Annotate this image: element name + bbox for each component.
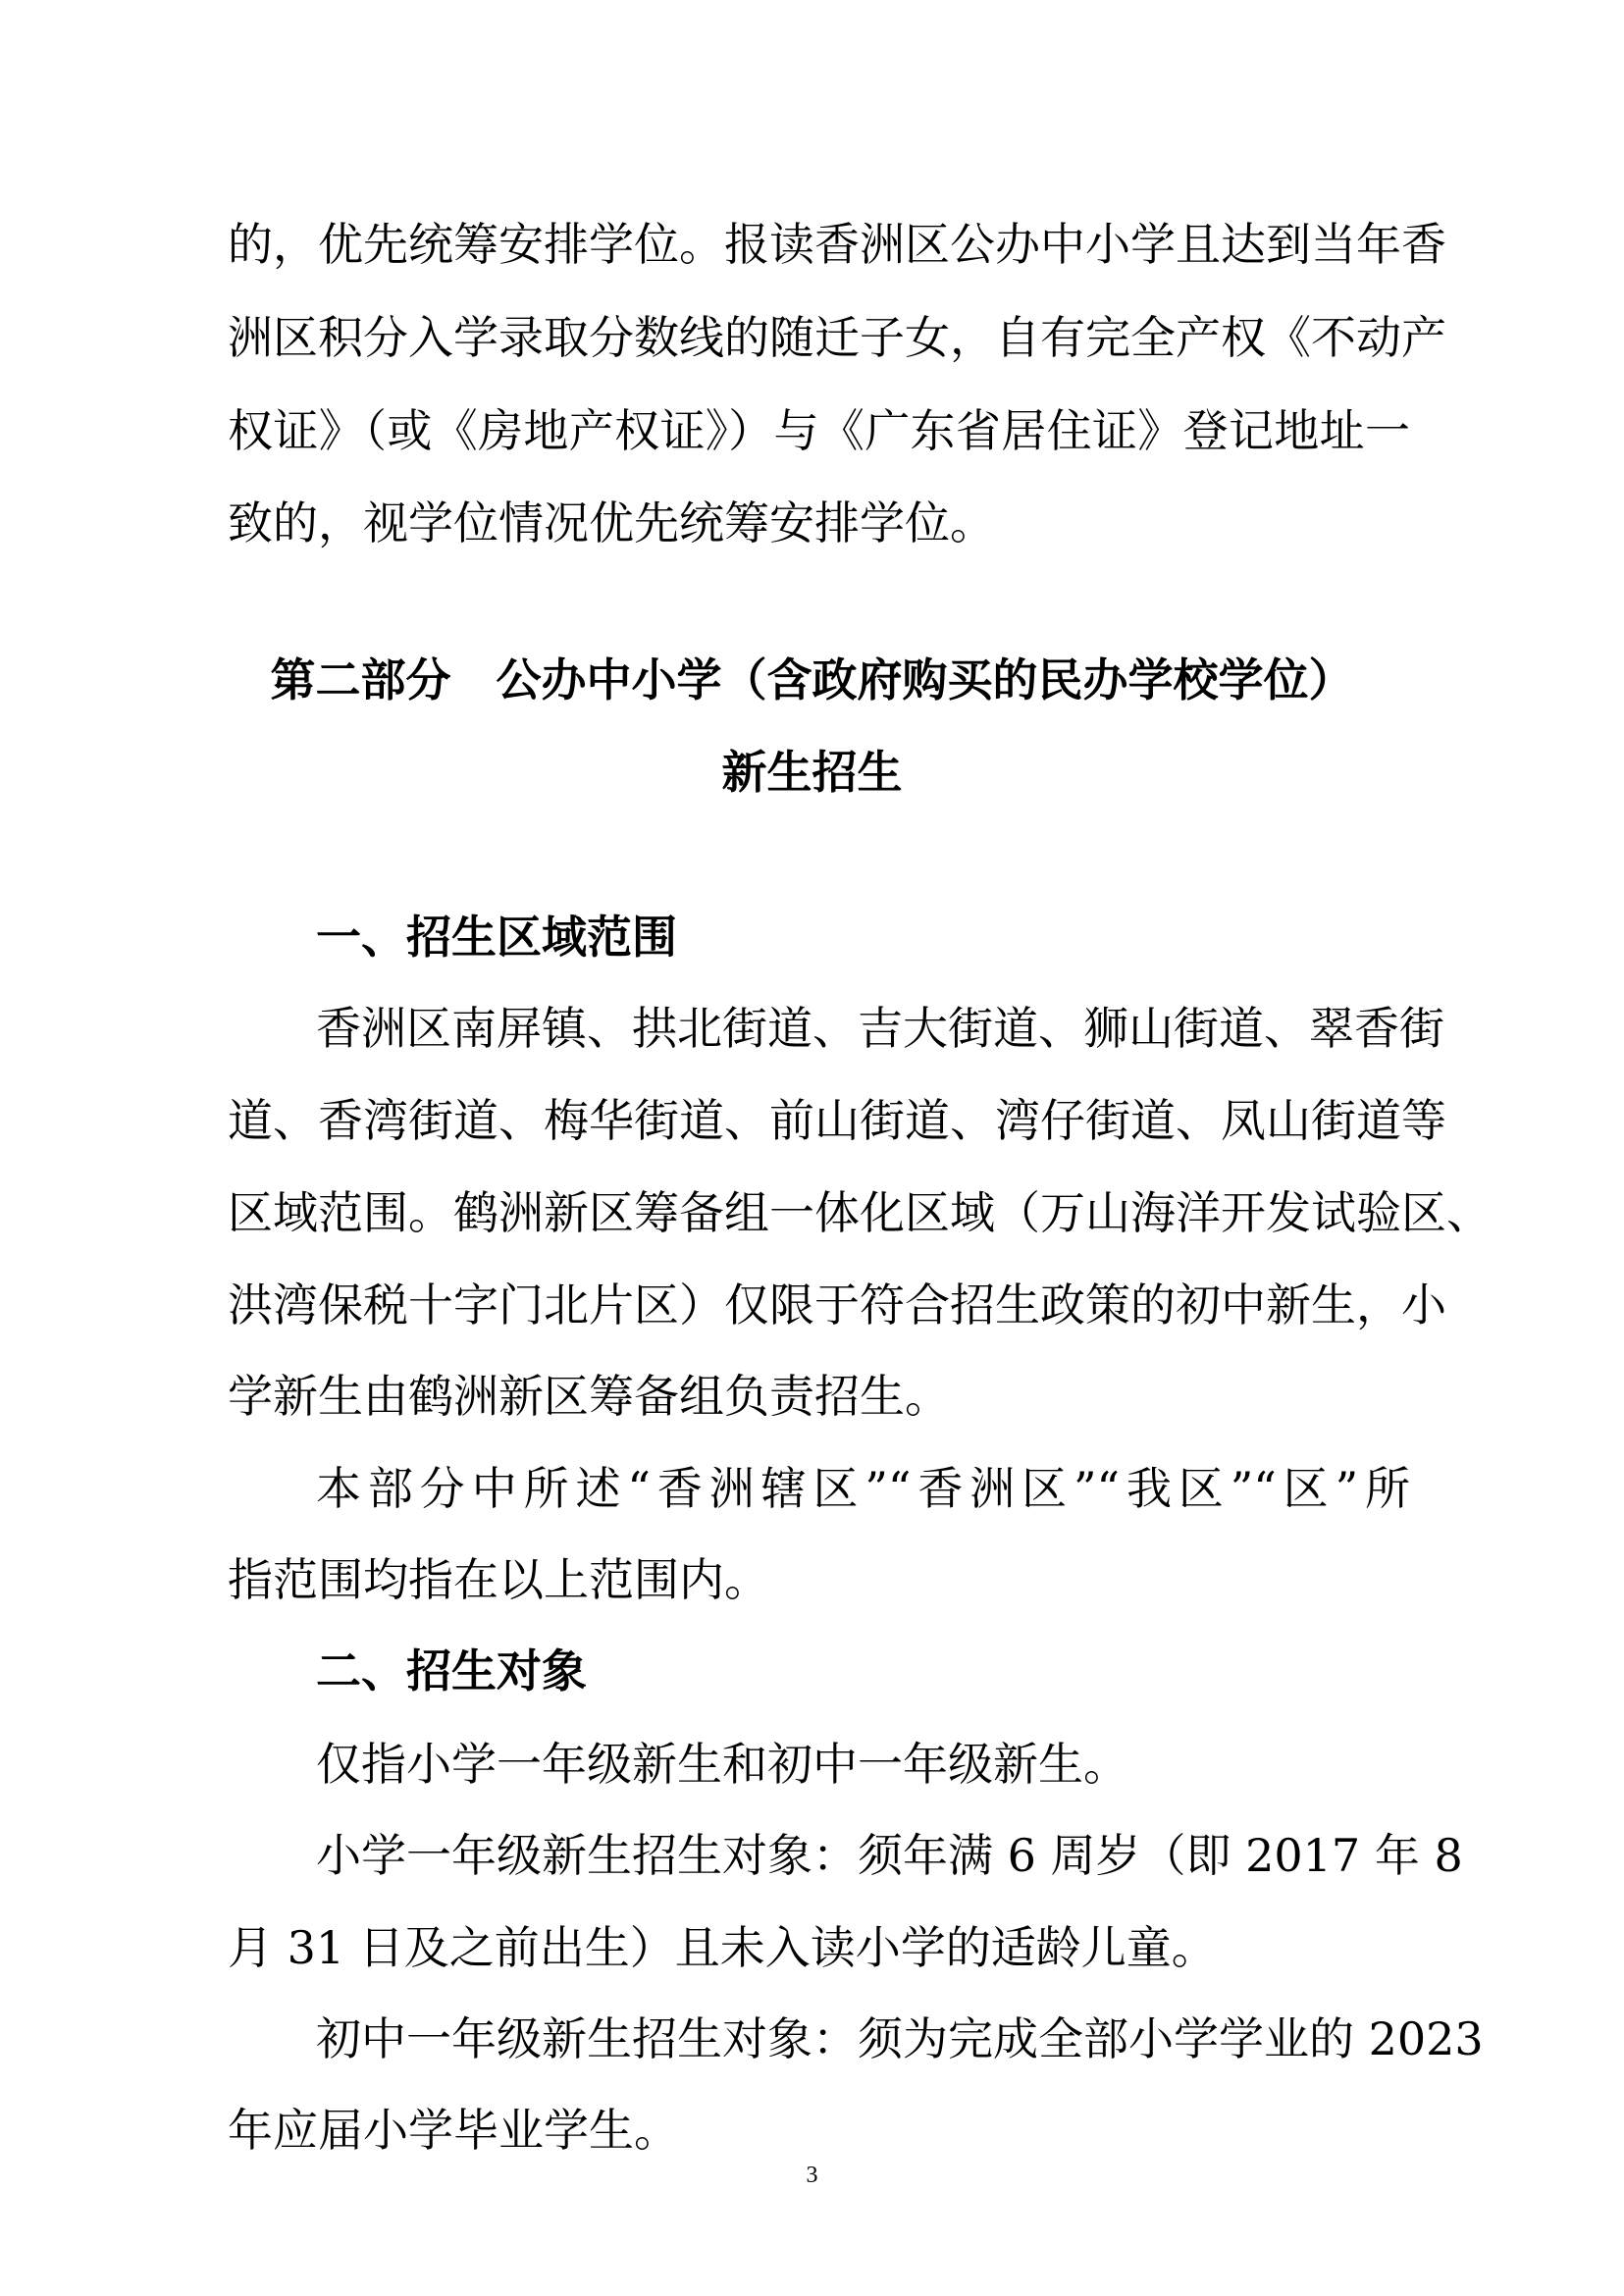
section1-para1-line-3: 区域范围。鹤洲新区筹备组一体化区域（万山海洋开发试验区、 (228, 1186, 1492, 1239)
section2-para3-line-1: 初中一年级新生招生对象：须为完成全部小学学业的 2023 (316, 2012, 1484, 2065)
section2-para3-line-2: 年应届小学毕业学生。 (228, 2104, 679, 2157)
part-title-line-2: 新生招生 (721, 746, 903, 799)
section2-heading: 二、招生对象 (316, 1644, 587, 1697)
section2-para2-line-1: 小学一年级新生招生对象：须年满 6 周岁（即 2017 年 8 (316, 1829, 1463, 1882)
intro-line-4: 致的，视学位情况优先统筹安排学位。 (228, 496, 995, 549)
section1-para2-line-1: 本部分中所述“香洲辖区”“香洲区”“我区”“区”所 (316, 1462, 1410, 1515)
section1-para1-line-4: 洪湾保税十字门北片区）仅限于符合招生政策的初中新生，小 (228, 1278, 1446, 1331)
section1-para1-line-1: 香洲区南屏镇、拱北街道、吉大街道、狮山街道、翠香街 (316, 1002, 1444, 1055)
section2-para2-line-2: 月 31 日及之前出生）且未入读小学的适龄儿童。 (228, 1921, 1217, 1974)
part-title-line-1: 第二部分 公办中小学（含政府购买的民办学校学位） (270, 653, 1354, 706)
intro-line-3: 权证》（或《房地产权证》）与《广东省居住证》登记地址一 (228, 404, 1410, 457)
section1-heading: 一、招生区域范围 (316, 911, 677, 964)
section1-para2-line-2: 指范围均指在以上范围内。 (228, 1553, 769, 1606)
section1-para1-line-2: 道、香湾街道、梅华街道、前山街道、湾仔街道、凤山街道等 (228, 1094, 1446, 1147)
page-number: 3 (806, 2163, 818, 2188)
intro-line-2: 洲区积分入学录取分数线的随迁子女，自有完全产权《不动产 (228, 311, 1446, 364)
section1-para1-line-5: 学新生由鹤洲新区筹备组负责招生。 (228, 1370, 950, 1423)
section2-para1-line-1: 仅指小学一年级新生和初中一年级新生。 (316, 1738, 1128, 1791)
intro-line-1: 的，优先统筹安排学位。报读香洲区公办中小学且达到当年香 (228, 218, 1446, 271)
